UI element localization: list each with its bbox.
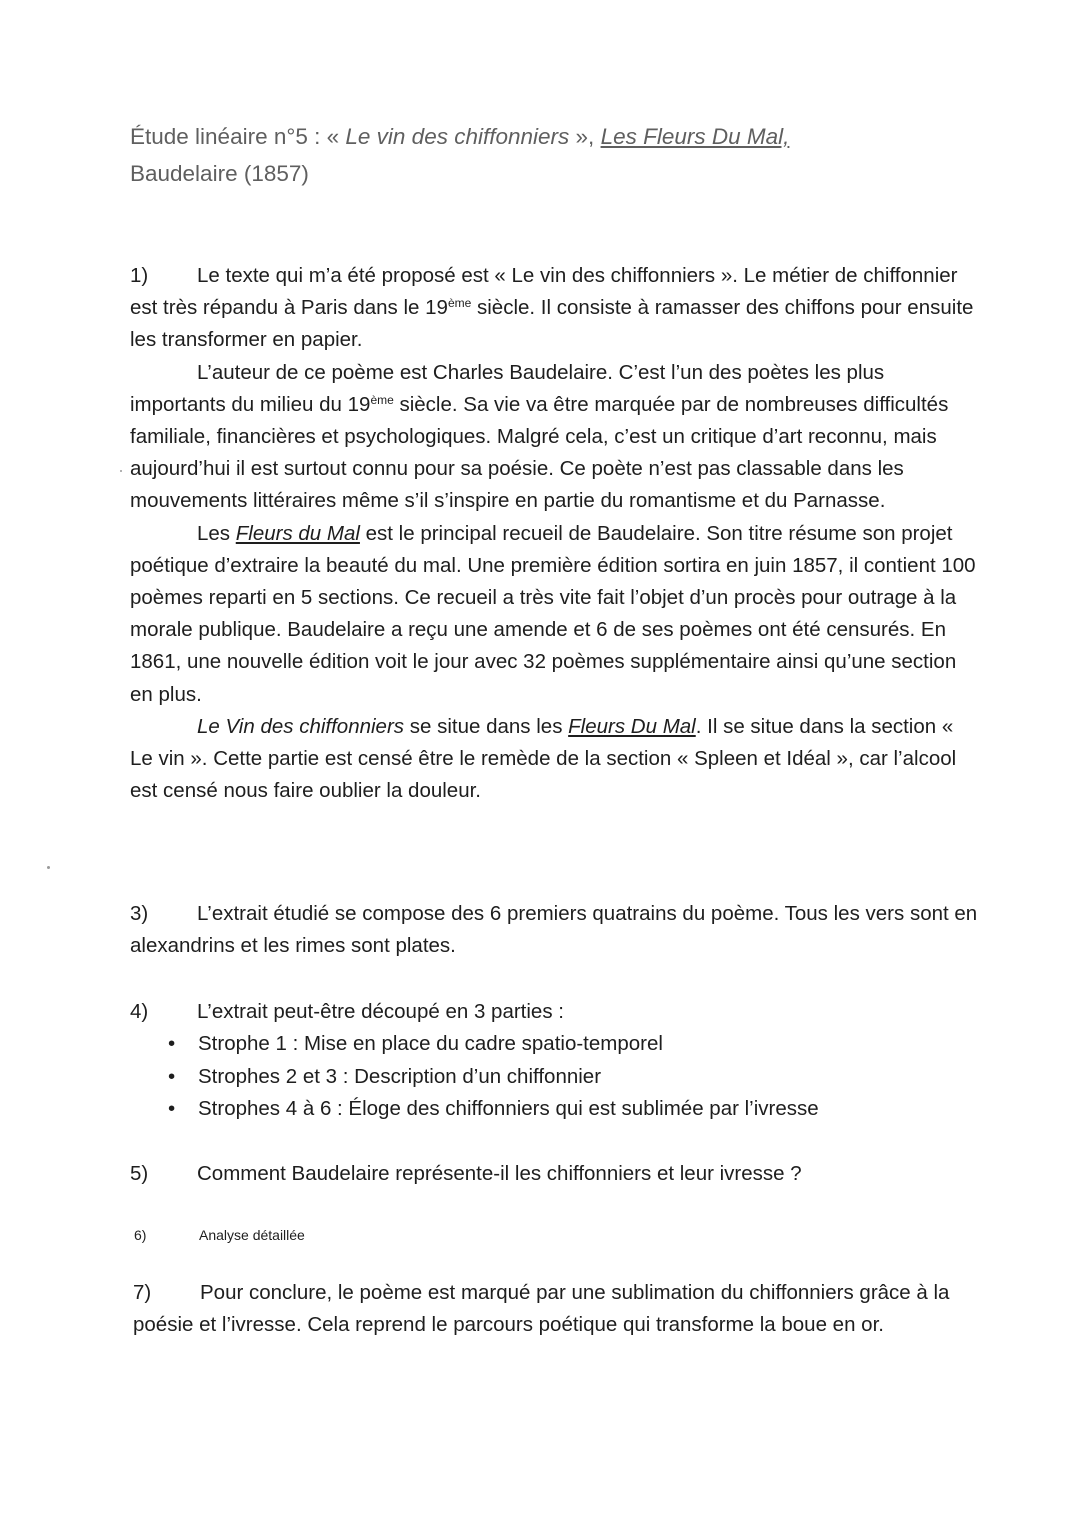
title-collection: Les Fleurs Du Mal, bbox=[600, 124, 790, 149]
section-1-paragraph-1 bbox=[130, 260, 980, 357]
p2-text-b: siècle. Sa vie va être marquée par de nombreuses difficultés familiale, financières et psychologiques. Malgré cela, c’est un critique d’art reconnu, mais aujourd’hui il est surtout connu pour sa poésie. Ce poète n’est pas classable dans les mouvements littéraires même s’il s’inspire en partie du romantisme et du Parnasse. bbox=[130, 392, 949, 513]
section-5 bbox=[130, 1158, 980, 1190]
section-1-paragraph-2 bbox=[130, 357, 980, 518]
p4-text-b: . Il se situe dans la section « Le vin ». Cette partie est censé être le remède de la section « Spleen et Idéal », car l’alcool est censé nous faire oublier la douleur. bbox=[130, 714, 957, 803]
title-line2: Baudelaire (1857) bbox=[130, 161, 309, 186]
p1-text-a: Le texte qui m’a été proposé est « Le vin des chiffonniers ». Le métier de chiffonnier est très répandu à Paris dans le 19 bbox=[130, 264, 958, 320]
section-7-text: Pour conclure, le poème est marqué par une sublimation du chiffonniers grâce à la poésie et l’ivresse. Cela reprend le parcours poétique qui transforme la boue en or. bbox=[133, 1281, 950, 1337]
p1-superscript: ème bbox=[447, 296, 472, 311]
p3-collection-title: Fleurs du Mal bbox=[235, 521, 360, 545]
title-mid: », bbox=[569, 124, 601, 149]
section-3-number: 3) bbox=[130, 902, 149, 925]
p3-text-b: est le principal recueil de Baudelaire. Son titre résume son projet poétique d’extraire la beauté du mal. Une première édition sortira en juin 1857, il contient 100 poèmes reparti en 5 sections. Ce recueil a très vite fait l’objet d’un procès pour outrage à la morale publique. Baudelaire a reçu une amende et 6 de ses poèmes ont été censurés. En 1861, une nouvelle édition voit le jour avec 32 poèmes supplémentaire ainsi qu’une section en plus. bbox=[130, 521, 976, 706]
p4-text-a: se situe dans les bbox=[404, 714, 569, 738]
section-6-number: 6) bbox=[134, 1227, 147, 1243]
bullet-icon: • bbox=[168, 1032, 176, 1056]
title-prefix: Étude linéaire n°5 : « bbox=[130, 124, 346, 149]
p1-text-b: siècle. Il consiste à ramasser des chiffons pour ensuite les transformer en papier. bbox=[130, 296, 974, 352]
bullet-icon: • bbox=[168, 1064, 176, 1088]
section-7-number: 7) bbox=[133, 1281, 152, 1304]
p2-superscript: ème bbox=[370, 392, 394, 407]
list-item-text: Strophe 1 : Mise en place du cadre spatio-temporel bbox=[198, 1032, 663, 1056]
list-item-text: Strophes 4 à 6 : Éloge des chiffonniers qui est sublimée par l’ivresse bbox=[198, 1097, 819, 1121]
list-item bbox=[130, 1061, 980, 1094]
section-6 bbox=[134, 1225, 305, 1245]
parts-list bbox=[130, 1028, 980, 1126]
section-4-text: L’extrait peut-être découpé en 3 parties : bbox=[197, 1000, 564, 1023]
p3-text-a: Les bbox=[197, 521, 236, 545]
list-item bbox=[130, 1093, 980, 1126]
p2-text-a: L’auteur de ce poème est Charles Baudelaire. C’est l’un des poètes les plus importants du milieu du 19 bbox=[130, 360, 885, 416]
list-item bbox=[130, 1028, 980, 1061]
section-3 bbox=[130, 898, 980, 962]
section-4-number: 4) bbox=[130, 1000, 149, 1023]
section-1 bbox=[130, 260, 980, 807]
section-4-intro bbox=[130, 996, 980, 1028]
section-1-number: 1) bbox=[130, 264, 149, 287]
section-1-paragraph-4 bbox=[130, 711, 980, 808]
p4-collection-title: Fleurs Du Mal bbox=[568, 714, 696, 738]
section-4 bbox=[130, 996, 980, 1126]
document-title bbox=[130, 118, 990, 192]
section-6-text: Analyse détaillée bbox=[199, 1227, 305, 1243]
list-item-text: Strophes 2 et 3 : Description d’un chiffonnier bbox=[198, 1064, 602, 1088]
title-poem: Le vin des chiffonniers bbox=[345, 124, 570, 149]
scan-speck bbox=[47, 866, 50, 869]
section-1-paragraph-3 bbox=[130, 518, 980, 711]
bullet-icon: • bbox=[168, 1097, 176, 1121]
p4-poem-title: Le Vin des chiffonniers bbox=[197, 714, 405, 738]
scan-speck bbox=[120, 470, 122, 472]
section-5-number: 5) bbox=[130, 1162, 149, 1185]
section-5-text: Comment Baudelaire représente-il les chiffonniers et leur ivresse ? bbox=[197, 1162, 802, 1185]
section-3-text: L’extrait étudié se compose des 6 premiers quatrains du poème. Tous les vers sont en alexandrins et les rimes sont plates. bbox=[130, 902, 978, 958]
section-7 bbox=[133, 1277, 983, 1341]
